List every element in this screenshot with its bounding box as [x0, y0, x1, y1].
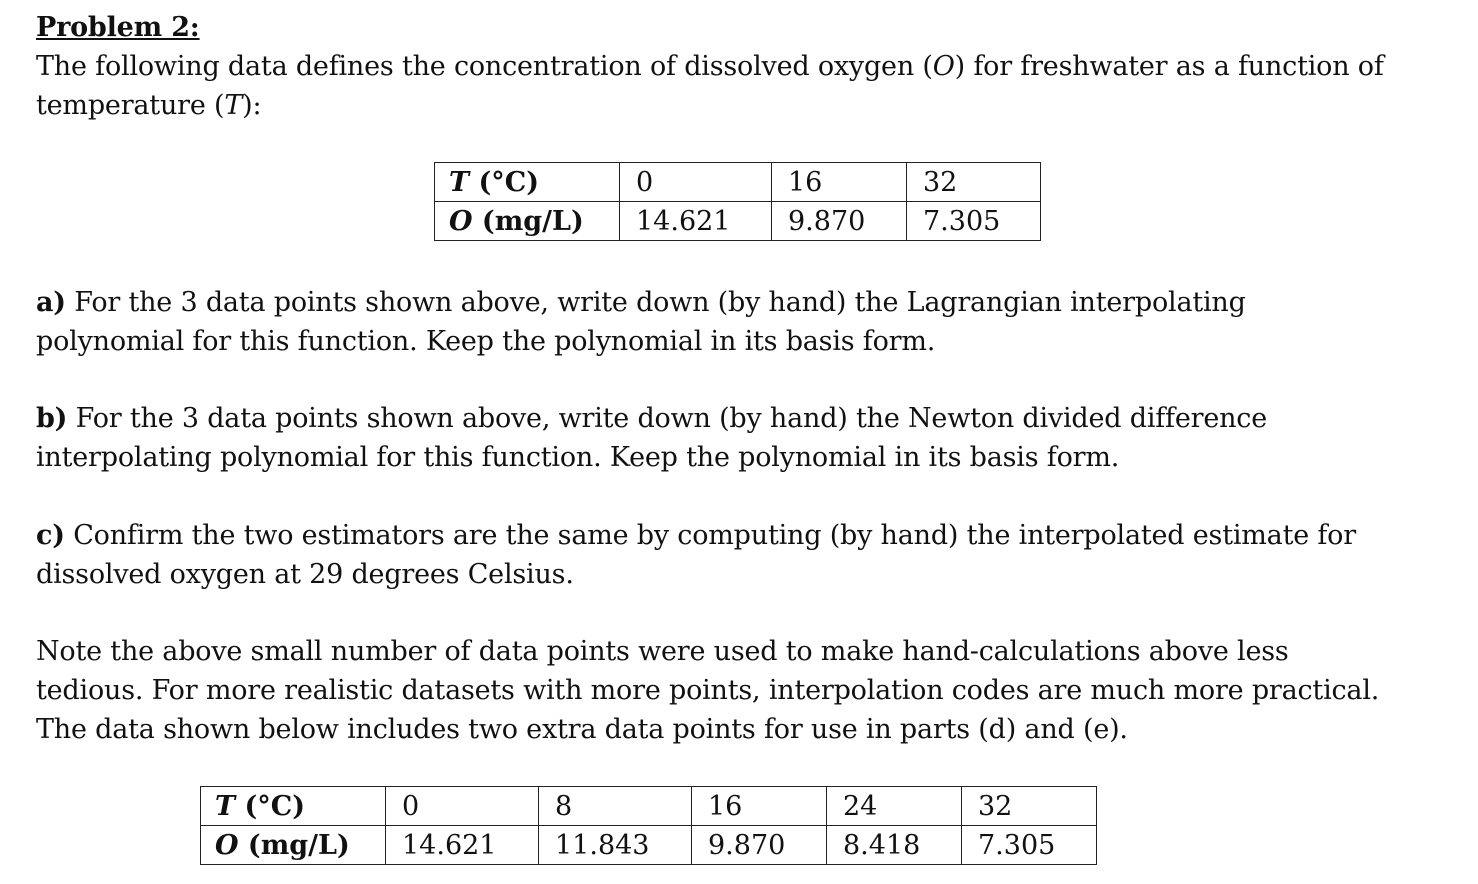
intro-line-2: temperature (T): [36, 90, 262, 121]
part-c-line-1: c) Confirm the two estimators are the same by computing (by hand) the interpolated estimate for [36, 520, 1356, 551]
part-b-line-2: interpolating polynomial for this function. Keep the polynomial in its basis form. [36, 442, 1120, 473]
table-row-oxygen [435, 202, 1041, 241]
note-line-2: tedious. For more realistic datasets with more points, interpolation codes are much more practical. [36, 675, 1380, 706]
table-row-temperature [435, 163, 1041, 202]
data-table-5-points [200, 786, 1097, 865]
table-cell: 24 [827, 787, 962, 826]
row-label-temperature: T (°C) [435, 163, 620, 202]
table-cell: 32 [907, 163, 1041, 202]
row-label-oxygen: O (mg/L) [201, 826, 386, 865]
table-cell: 16 [692, 787, 827, 826]
table-cell: 11.843 [539, 826, 692, 865]
row-label-oxygen: O (mg/L) [435, 202, 620, 241]
note-paragraph [36, 632, 1379, 749]
table-row-temperature [201, 787, 1097, 826]
intro-line-1: The following data defines the concentration of dissolved oxygen (O) for freshwater as a function of [36, 51, 1384, 82]
part-b [36, 399, 1267, 477]
problem-title: Problem 2: [36, 12, 200, 43]
table-cell: 8.418 [827, 826, 962, 865]
table-cell: 16 [772, 163, 907, 202]
row-label-temperature: T (°C) [201, 787, 386, 826]
table-cell: 9.870 [772, 202, 907, 241]
table-row-oxygen [201, 826, 1097, 865]
part-a-line-2: polynomial for this function. Keep the polynomial in its basis form. [36, 326, 936, 357]
table-cell: 8 [539, 787, 692, 826]
note-line-3: The data shown below includes two extra data points for use in parts (d) and (e). [36, 714, 1128, 745]
part-c-line-2: dissolved oxygen at 29 degrees Celsius. [36, 559, 574, 590]
part-a [36, 283, 1246, 361]
table-cell: 0 [620, 163, 772, 202]
table-cell: 14.621 [386, 826, 539, 865]
part-a-line-1: a) For the 3 data points shown above, write down (by hand) the Lagrangian interpolating [36, 287, 1246, 318]
data-table-3-points [434, 162, 1041, 241]
part-c [36, 516, 1356, 594]
table-cell: 7.305 [962, 826, 1097, 865]
table-cell: 7.305 [907, 202, 1041, 241]
table-cell: 9.870 [692, 826, 827, 865]
note-line-1: Note the above small number of data points were used to make hand-calculations above less [36, 636, 1289, 667]
table-cell: 0 [386, 787, 539, 826]
part-b-line-1: b) For the 3 data points shown above, write down (by hand) the Newton divided difference [36, 403, 1267, 434]
table-cell: 32 [962, 787, 1097, 826]
table-cell: 14.621 [620, 202, 772, 241]
